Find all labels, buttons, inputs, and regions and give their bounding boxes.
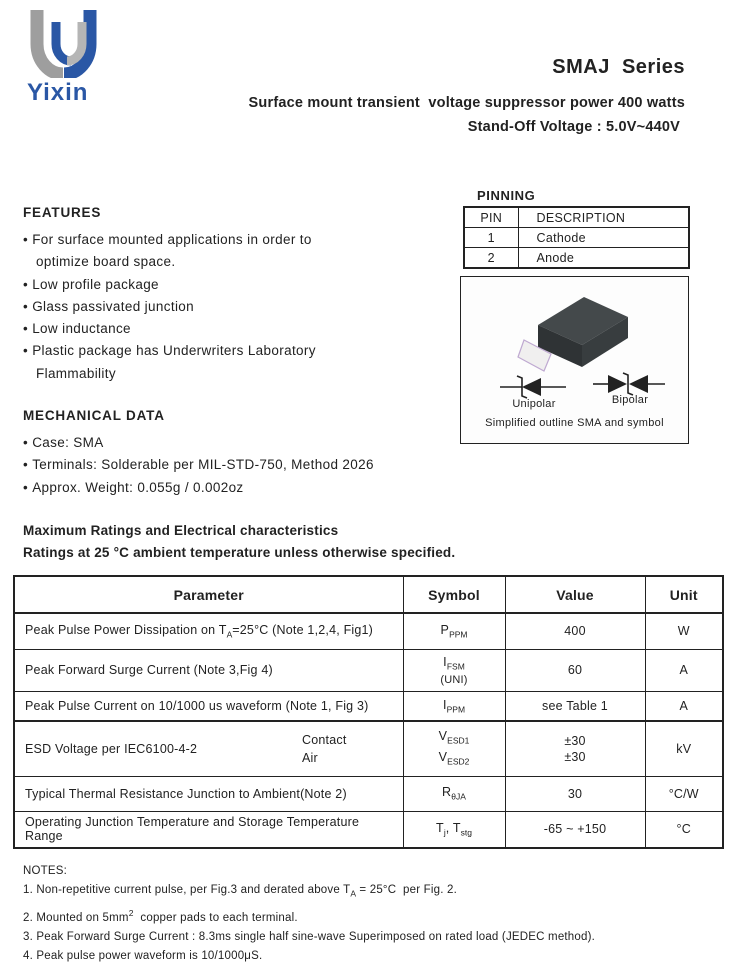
package-outline-panel: [460, 276, 689, 444]
notes-heading: NOTES:: [23, 865, 68, 877]
value-cell: ±30 ±30: [505, 721, 645, 776]
notes-section: [23, 862, 703, 967]
col-parameter: Parameter: [14, 576, 403, 613]
unit-cell: °C/W: [645, 776, 723, 811]
symbol-cell: $P_{PPM}$: [403, 613, 505, 649]
note-line: 4. Peak pulse power waveform is 10/1000μS.: [23, 950, 263, 963]
table-row: [14, 691, 723, 721]
value-cell: 60: [505, 649, 645, 691]
note-line: 1. Non-repetitive current pulse, per Fig.3 and derated above $T_A = 25^\circ C$ per Fig. 2.: [23, 884, 457, 899]
mechanical-item: • Terminals: Solderable per MIL-STD-750, Method 2026: [23, 454, 463, 476]
unit-cell: kV: [645, 721, 723, 776]
feature-item: • Plastic package has Underwriters Laboratory: [23, 340, 433, 362]
unipolar-diode-icon: [500, 374, 566, 400]
symbol-cell: $I_{FSM}$ (UNI): [403, 649, 505, 691]
ratings-table: [13, 575, 724, 849]
doc-subtitle: Surface mount transient voltage suppressor power 400 watts: [248, 95, 685, 111]
unit-cell: A: [645, 649, 723, 691]
value-cell: -65 ~ +150: [505, 811, 645, 848]
outline-caption: Simplified outline SMA and symbol: [485, 417, 664, 429]
col-symbol: Symbol: [403, 576, 505, 613]
col-value: Value: [505, 576, 645, 613]
unit-cell: °C: [645, 811, 723, 848]
table-row: [464, 248, 689, 269]
pinning-heading: PINNING: [477, 188, 536, 203]
pin-number: 1: [464, 228, 518, 248]
parameter-cell: ESD Voltage per IEC6100-4-2 Contact Air: [14, 721, 403, 776]
feature-item: Flammability: [36, 365, 116, 381]
table-row: [14, 613, 723, 649]
parameter-cell: Peak Forward Surge Current (Note 3,Fig 4): [14, 649, 403, 691]
feature-item: • Low inductance: [23, 318, 433, 340]
table-row: [14, 721, 723, 776]
esd-condition-air: Air: [302, 750, 318, 765]
bipolar-label: Bipolar: [611, 394, 649, 406]
pinning-col-pin: PIN: [464, 207, 518, 228]
symbol-cell: $T_j$, $T_{stg}$: [403, 811, 505, 848]
value-cell: 30: [505, 776, 645, 811]
mechanical-item: • Case: SMA: [23, 432, 463, 454]
unit-cell: W: [645, 613, 723, 649]
ratings-header-row: [14, 576, 723, 613]
sma-package-image: [510, 285, 640, 375]
unit-cell: A: [645, 691, 723, 721]
pin-number: 2: [464, 248, 518, 269]
symbol-cell: $R_{\theta JA}$: [403, 776, 505, 811]
brand-name: Yixin: [27, 79, 89, 106]
col-unit: Unit: [645, 576, 723, 613]
table-row: [14, 776, 723, 811]
feature-item: optimize board space.: [36, 254, 176, 270]
parameter-cell: Peak Pulse Power Dissipation on $T_A=25^\circ C$ (Note 1,2,4, Fig1): [14, 613, 403, 649]
feature-item: • Low profile package: [23, 274, 433, 296]
value-cell: see Table 1: [505, 691, 645, 721]
feature-item: • Glass passivated junction: [23, 296, 433, 318]
value-cell: 400: [505, 613, 645, 649]
parameter-cell: Operating Junction Temperature and Storage Temperature Range: [14, 811, 403, 848]
pin-description: Anode: [518, 248, 689, 269]
symbol-cell: $V_{ESD1}$ $V_{ESD2}$: [403, 721, 505, 776]
parameter-cell: Peak Pulse Current on 10/1000 us waveform (Note 1, Fig 3): [14, 691, 403, 721]
ratings-heading-line1: Maximum Ratings and Electrical characteristics: [23, 523, 339, 538]
pinning-header-row: [464, 207, 689, 228]
pinning-col-description: DESCRIPTION: [518, 207, 689, 228]
page-title: SMAJ Series: [552, 56, 685, 78]
ratings-heading: [23, 520, 583, 564]
parameter-cell: Typical Thermal Resistance Junction to Ambient(Note 2): [14, 776, 403, 811]
logo-u-icon: [25, 10, 101, 78]
table-row: [14, 811, 723, 848]
mechanical-heading: MECHANICAL DATA: [23, 408, 165, 423]
table-row: [464, 228, 689, 248]
symbol-cell: $I_{PPM}$: [403, 691, 505, 721]
yixin-logo: [25, 10, 135, 107]
feature-item: • For surface mounted applications in order to: [23, 229, 433, 251]
mechanical-data-section: [23, 408, 463, 499]
ratings-heading-line2: Ratings at 25 °C ambient temperature unless otherwise specified.: [23, 545, 456, 560]
pinning-table: [463, 206, 690, 269]
features-section: [23, 205, 433, 385]
esd-condition-contact: Contact: [302, 732, 347, 747]
note-line: 2. Mounted on $5mm^2$ copper pads to each terminal.: [23, 907, 298, 924]
table-row: [14, 649, 723, 691]
standoff-voltage: Stand-Off Voltage : 5.0V~440V: [467, 119, 680, 135]
unipolar-label: Unipolar: [512, 398, 556, 410]
features-heading: FEATURES: [23, 205, 102, 220]
note-line: 3. Peak Forward Surge Current : 8.3ms single half sine-wave Superimposed on rated load (JEDEC method).: [23, 931, 596, 944]
pin-description: Cathode: [518, 228, 689, 248]
mechanical-item: • Approx. Weight: 0.055g / 0.002oz: [23, 477, 463, 499]
